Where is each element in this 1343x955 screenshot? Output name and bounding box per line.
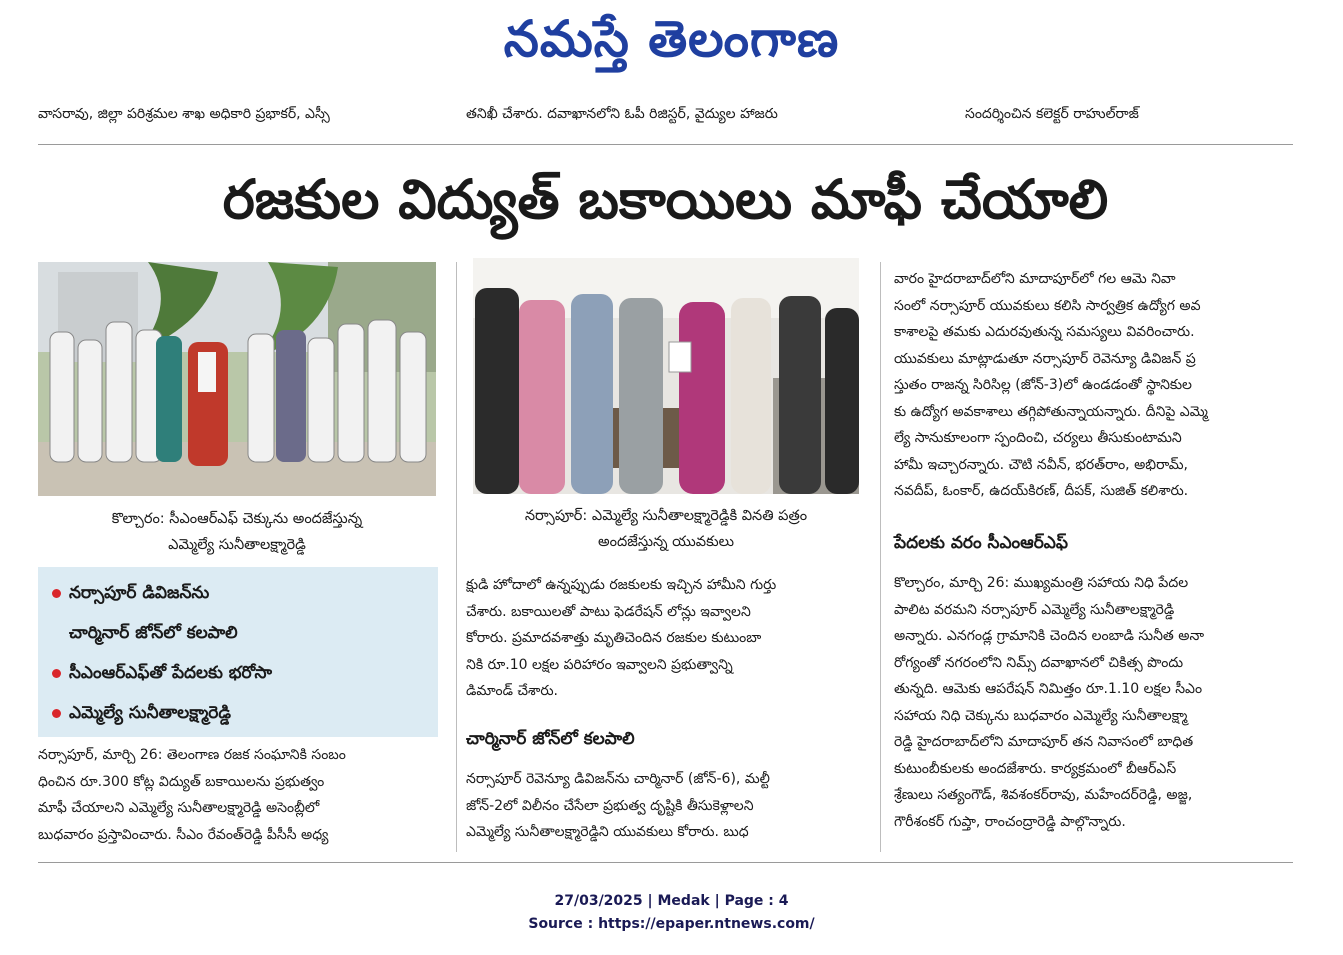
highlight-item: నర్సాపూర్ డివిజన్‌ను <box>52 573 438 613</box>
footer-rule <box>38 862 1293 863</box>
article-line: వారం హైదరాబాద్‌లోని మాదాపూర్‌లో గల ఆమె నివా <box>894 271 1176 287</box>
article-middle-column-2 <box>466 766 866 846</box>
article-line: డిమాండ్ చేశారు. <box>466 683 559 699</box>
highlight-item: ఎమ్మెల్యే సునీతాలక్ష్మారెడ్డి <box>52 693 438 733</box>
article-line: కోరారు. ప్రమాదవశాత్తు మృతిచెందిన రజకుల కుటుంబా <box>466 630 762 646</box>
article-line: సంలో నర్సాపూర్ యువకులు కలిసి సార్వత్రిక ఉద్యోగ అవ <box>894 297 1201 314</box>
middle-photo-caption <box>473 503 859 555</box>
bullet-icon <box>52 669 61 678</box>
article-line: జోన్-2లో విలీనం చేసేలా ప్రభుత్వ దృష్టికి తీసుకెళ్లాలని <box>466 797 754 814</box>
article-line: శ్రేణులు సత్యంగౌడ్, శివశంకర్‌రావు, మహేందర్‌రెడ్డి, అజ్జ, <box>894 787 1193 803</box>
middle-photo-caption-line-2: అందజేస్తున్న యువకులు <box>598 534 734 550</box>
article-line: రోగ్యంతో నగరంలోని నిమ్స్ దవాఖానలో చికిత్స పొందు <box>894 654 1184 671</box>
photo-youth-petition-image <box>473 258 859 494</box>
article-line: రెడ్డి హైదరాబాద్‌లోని మాదాపూర్ తన నివాసంలో బాధిత <box>894 734 1194 750</box>
subhead-cmrf: పేదలకు వరం సీఎంఆర్‌ఎఫ్ <box>894 533 1068 553</box>
highlights-box <box>38 567 438 737</box>
article-right-column-2 <box>894 570 1294 835</box>
edition-info: 27/03/2025 | Medak | Page : 4 <box>554 893 789 909</box>
highlight-item: సీఎంఆర్‌ఎఫ్‌తో పేదలకు భరోసా <box>52 653 438 693</box>
article-right-column <box>894 266 1294 505</box>
article-line: కొల్చారం, మార్చి 26: ముఖ్యమంత్రి సహాయ నిధి పేదల <box>894 575 1189 591</box>
top-strip-middle: తనిఖీ చేశారు. దవాఖానలోని ఓపీ రిజిస్టర్, వైద్యుల హాజరు <box>466 106 778 122</box>
article-line: పాలిట వరమని నర్సాపూర్ ఎమ్మెల్యే సునీతాలక్ష్మారెడ్డి <box>894 601 1175 618</box>
highlights-list <box>38 567 438 733</box>
article-line: యువకులు మాట్లాడుతూ నర్సాపూర్ రెవెన్యూ డివిజన్ ప్ర <box>894 350 1196 367</box>
subhead-charminar-zone: చార్మినార్ జోన్‌లో కలపాలి <box>466 729 635 749</box>
article-line: కుటుంబీకులకు అందజేశారు. కార్యక్రమంలో బీఆర్‌ఎస్ <box>894 760 1177 777</box>
article-line: స్తుతం రాజన్న సిరిసిల్ల (జోన్-3)లో ఉండడంతో స్థానికుల <box>894 377 1192 393</box>
article-line: కాశాలపై తమకు ఎదురవుతున్న సమస్యలు వివరించారు. <box>894 324 1195 340</box>
article-line: నవదీప్, ఓంకార్, ఉదయ్‌కిరణ్, దీపక్, సుజిత్ కలిశారు. <box>894 483 1189 499</box>
top-strip-left: వాసరావు, జిల్లా పరిశ్రమల శాఖ అధికారి ప్రభాకర్, ఎస్సీ <box>38 106 330 122</box>
left-photo-caption-line-2: ఎమ్మెల్యే సునీతాలక్ష్మారెడ్డి <box>168 537 306 553</box>
article-left-column <box>38 742 438 848</box>
article-middle-column <box>466 572 866 705</box>
highlight-item: చార్మినార్ జోన్‌లో కలపాలి <box>69 623 238 643</box>
left-photo-caption <box>38 506 436 558</box>
newspaper-masthead: నమస్తే తెలంగాణ <box>503 10 840 68</box>
article-line: ధించిన రూ.300 కోట్ల విద్యుత్ బకాయిలను ప్రభుత్వం <box>38 773 325 790</box>
article-line: చేశారు. బకాయిలతో పాటు ఫెడరేషన్ లోన్లు ఇవ్వాలని <box>466 603 751 620</box>
article-line: ఎమ్మెల్యే సునీతాలక్ష్మారెడ్డిని యువకులు కోరారు. బుధ <box>466 824 749 840</box>
photo-youth-petition <box>473 258 859 494</box>
article-line: హామీ ఇచ్చారన్నారు. చౌటి నవీన్, భరత్‌రాం, అభిరామ్, <box>894 456 1188 473</box>
middle-photo-caption-line-1: నర్సాపూర్: ఎమ్మెల్యే సునీతాలక్ష్మారెడ్డికి వినతి పత్రం <box>524 508 808 524</box>
column-divider <box>456 262 457 852</box>
bullet-icon <box>52 589 61 598</box>
article-line: నర్సాపూర్ రెవెన్యూ డివిజన్‌ను చార్మినార్ (జోన్-6), మల్టీ <box>466 771 770 787</box>
top-strip-right: సందర్శించిన కలెక్టర్ రాహుల్‌రాజ్ <box>965 106 1139 122</box>
photo-cmrf-cheque-image <box>38 262 436 496</box>
article-line: బుధవారం ప్రస్తావించారు. సీఎం రేవంత్‌రెడ్డి పీసీసీ అధ్య <box>38 826 329 843</box>
source-link[interactable]: Source : https://epaper.ntnews.com/ <box>528 916 815 932</box>
article-line: గౌరీశంకర్ గుప్తా, రాంచంద్రారెడ్డి పాల్గొన్నారు. <box>894 813 1126 830</box>
article-line: క్షుడి హోదాలో ఉన్నప్పుడు రజకులకు ఇచ్చిన హామీని గుర్తు <box>466 577 777 593</box>
article-line: నికి రూ.10 లక్షల పరిహారం ఇవ్వాలని ప్రభుత్వాన్ని <box>466 656 733 673</box>
main-headline: రజకుల విద్యుత్ బకాయిలు మాఫీ చేయాలి <box>222 168 1109 231</box>
photo-cmrf-cheque <box>38 262 436 496</box>
column-divider <box>880 262 881 852</box>
article-line: సహాయ నిధి చెక్కును బుధవారం ఎమ్మెల్యే సునీతాలక్ష్మా <box>894 707 1188 724</box>
article-line: కు ఉద్యోగ అవకాశాలు తగ్గిపోతున్నాయన్నారు. దీనిపై ఎమ్మె <box>894 403 1208 420</box>
article-line: ల్యే సానుకూలంగా స్పందించి, చర్యలు తీసుకుంటామని <box>894 430 1182 446</box>
header-rule <box>38 144 1293 145</box>
article-line: మాఫీ చేయాలని ఎమ్మెల్యే సునీతాలక్ష్మారెడ్డి అసెంబ్లీలో <box>38 800 320 816</box>
article-line: నర్సాపూర్, మార్చి 26: తెలంగాణ రజక సంఘానికి సంబం <box>38 747 346 763</box>
article-line: తున్నది. ఆమెకు ఆపరేషన్ నిమిత్తం రూ.1.10 లక్షల సీఎం <box>894 681 1203 697</box>
left-photo-caption-line-1: కొల్చారం: సీఎంఆర్‌ఎఫ్ చెక్కును అందజేస్తున్న <box>111 511 363 527</box>
bullet-icon <box>52 709 61 718</box>
article-line: అన్నారు. ఎనగండ్ల గ్రామానికి చెందిన లంబాడి సునీత అనా <box>894 628 1205 644</box>
